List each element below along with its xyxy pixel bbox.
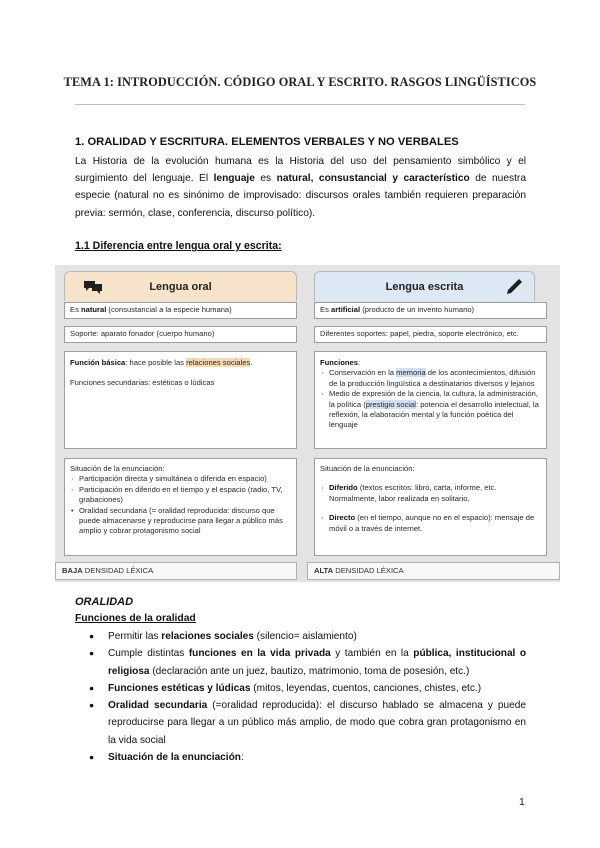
oral-header-label: Lengua oral xyxy=(149,281,212,293)
oralidad-functions-list xyxy=(88,628,526,766)
title-divider xyxy=(75,104,525,105)
oralidad-heading: ORALIDAD xyxy=(75,596,134,608)
speech-bubbles-icon xyxy=(83,279,103,295)
subsection-heading: 1.1 Diferencia entre lengua oral y escrita: xyxy=(75,240,282,252)
oralidad-subheading: Funciones de la oralidad xyxy=(75,613,196,624)
list-item: ● Oralidad secundaria (=oralidad reproducida): el discurso hablado se almacena y puede reproducirse para llegar a un público más amplio, de modo que cobra gran protagonismo en la vida social xyxy=(88,697,526,749)
oral-density-cell: BAJA DENSIDAD LÉXICA xyxy=(55,562,297,580)
written-nature-cell: Es artificial (producto de un invento humano) xyxy=(314,302,547,319)
pen-icon xyxy=(503,279,523,295)
section-heading: 1. ORALIDAD Y ESCRITURA. ELEMENTOS VERBALES Y NO VERBALES xyxy=(75,136,459,148)
oral-functions-cell: Función básica: hace posible las relaciones sociales. Funciones secundarias: estéticas o lúdicas xyxy=(64,351,297,449)
list-item: ● Permitir las relaciones sociales (silencio= aislamiento) xyxy=(88,628,526,645)
written-functions-cell: Funciones: › Conservación en la memoria de los acontecimientos, difusión de la producción lingüística a destinatarios diversos y lejanos › Medio de expresión de la ciencia, la cultura, la administración, la política (prestigio social: potencia el desarrollo intelectual, la reflexión, la elaboración mental y la función poética del lenguaje xyxy=(314,351,547,449)
written-header-label: Lengua escrita xyxy=(385,281,464,293)
list-item: ● Cumple distintas funciones en la vida privada y también en la pública, institucional o religiosa (declaración ante un juez, bautizo, matrimonio, toma de posesión, etc.) xyxy=(88,645,526,680)
list-item: ● Funciones estéticas y lúdicas (mitos, leyendas, cuentos, canciones, chistes, etc.) xyxy=(88,680,526,697)
list-item: ● Situación de la enunciación: xyxy=(88,749,526,766)
written-enunciation-cell: Situación de la enunciación: › Diferido (textos escritos: libro, carta, informe, etc. Normalmente, labor realizada en solitario. › Directo (en el tiempo, aunque no en el espacio): mensaje de móvil o a través de internet. xyxy=(314,458,547,556)
comparison-table xyxy=(55,265,560,582)
page-number: 1 xyxy=(519,796,525,808)
written-density-cell: ALTA DENSIDAD LÉXICA xyxy=(307,562,560,580)
oral-support-cell: Soporte: aparato fonador (cuerpo humano) xyxy=(64,326,297,343)
document-title: TEMA 1: INTRODUCCIÓN. CÓDIGO ORAL Y ESCRITO. RASGOS LINGÜÍSTICOS xyxy=(63,75,537,89)
oral-enunciation-cell: Situación de la enunciación: › Participación directa y simultánea o diferida en espacio) › Participación en diferido en el tiempo y el espacio (radio, TV, grabaciones) • Oralidad secundaria (= oralidad reproducida: discurso que puede almacenarse y reproducirse para llegar a público más amplio y cobrar protagonismo social xyxy=(64,458,297,556)
oral-column-header xyxy=(64,271,297,301)
written-column-header xyxy=(314,271,535,301)
oral-nature-cell: Es natural (consustancial a la especie humana) xyxy=(64,302,297,319)
intro-paragraph: La Historia de la evolución humana es la Historia del uso del pensamiento simbólico y el surgimiento del lenguaje. El lenguaje es natural, consustancial y característico de nuestra especie (natural no es sinónimo de improvisado: discursos orales también requieren preparación previa: sermón, clase, conferencia, discurso político). xyxy=(75,156,526,219)
written-support-cell: Diferentes soportes: papel, piedra, soporte electrónico, etc. xyxy=(314,326,547,343)
